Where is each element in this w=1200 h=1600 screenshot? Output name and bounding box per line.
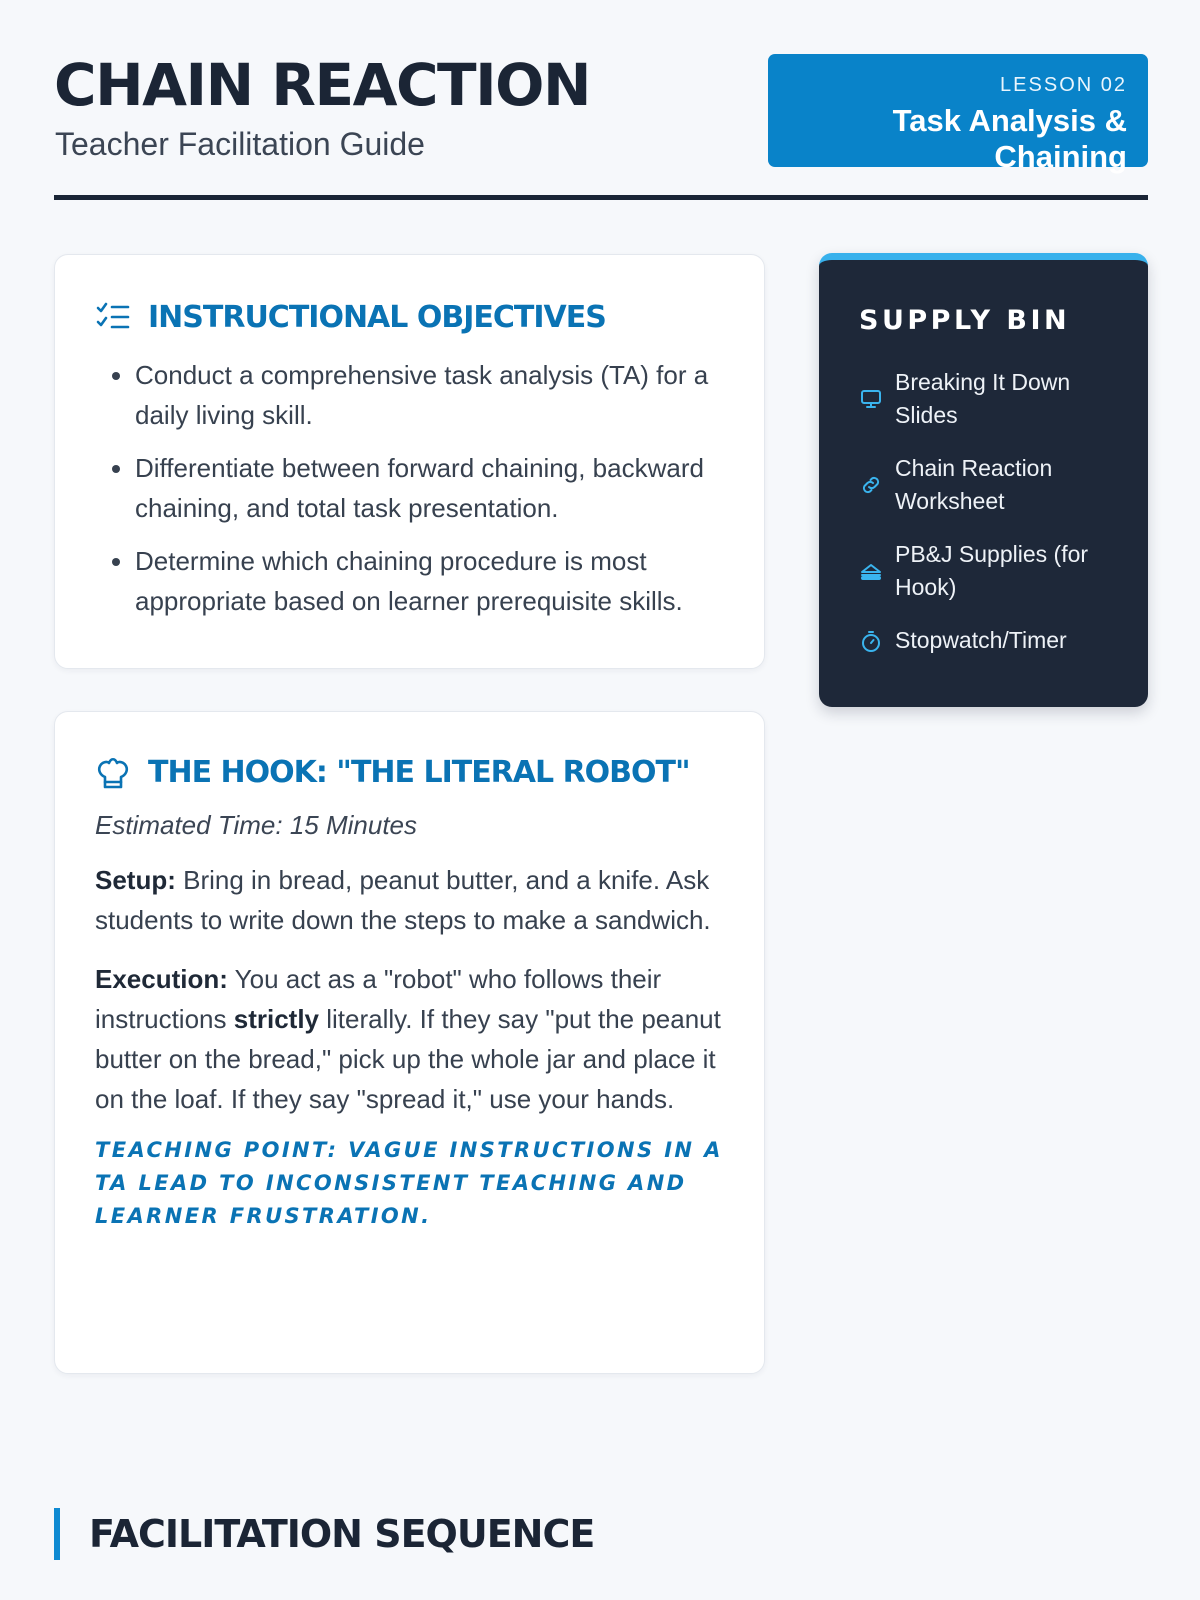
supply-item-label: Breaking It Down Slides — [895, 369, 1071, 428]
execution-emphasis: strictly — [233, 1004, 319, 1034]
supply-item-label: Stopwatch/Timer — [895, 627, 1067, 653]
supply-item — [859, 452, 1128, 518]
hook-heading — [95, 754, 744, 790]
lesson-name: Task Analysis & Chaining — [892, 103, 1127, 174]
supply-list — [859, 366, 1128, 657]
objective-item: • Conduct a comprehensive task analysis (TA) for a daily living skill. — [135, 355, 744, 435]
page-subtitle: Teacher Facilitation Guide — [55, 126, 425, 162]
objective-item: • Determine which chaining procedure is most appropriate based on learner prerequisite skills. — [135, 541, 744, 621]
estimated-time: Estimated Time: 15 Minutes — [95, 810, 418, 840]
execution-label: Execution: — [95, 964, 228, 994]
objectives-list — [95, 355, 744, 621]
objectives-title: INSTRUCTIONAL OBJECTIVES — [148, 299, 606, 335]
lesson-badge — [768, 54, 1148, 174]
lesson-number: LESSON 02 — [1000, 74, 1127, 96]
page-header — [54, 52, 1148, 200]
supply-item — [859, 366, 1128, 432]
objective-item: • Differentiate between forward chaining, backward chaining, and total task presentation. — [135, 448, 744, 528]
setup-paragraph — [95, 860, 744, 940]
hook-card — [54, 711, 765, 1374]
chef-hat-icon — [95, 754, 131, 790]
supply-item — [859, 538, 1128, 604]
supply-bin-title: SUPPLY BIN — [859, 305, 1071, 336]
objectives-heading — [95, 299, 744, 335]
execution-text-continued: literally. If they say "put the peanut butter on the bread," pick up the whole jar and place it on the loaf. If they say "spread it," use your hands. — [95, 1004, 721, 1114]
supply-item-label: Chain Reaction Worksheet — [895, 455, 1053, 514]
checklist-icon — [95, 299, 131, 335]
page-title: CHAIN REACTION — [54, 51, 591, 119]
monitor-icon — [859, 387, 883, 411]
setup-label: Setup: — [95, 865, 176, 895]
supply-bin-panel — [819, 253, 1148, 707]
sandwich-icon — [859, 559, 883, 583]
supply-item — [859, 624, 1128, 657]
execution-paragraph — [95, 959, 744, 1119]
execution-text: You act as a "robot" who follows their instructions — [95, 964, 662, 1034]
objectives-card — [54, 254, 765, 669]
teaching-point: TEACHING POINT: VAGUE INSTRUCTIONS IN A TA LEAD TO INCONSISTENT TEACHING AND LEARNER FRUSTRATION. — [95, 1138, 723, 1228]
setup-text: Bring in bread, peanut butter, and a knife. Ask students to write down the steps to make a sandwich. — [95, 865, 711, 935]
stopwatch-icon — [859, 629, 883, 653]
link-icon — [859, 473, 883, 497]
supply-item-label: PB&J Supplies (for Hook) — [895, 541, 1089, 600]
hook-title: THE HOOK: "THE LITERAL ROBOT" — [148, 754, 690, 790]
facilitation-sequence-heading: FACILITATION SEQUENCE — [54, 1508, 594, 1560]
